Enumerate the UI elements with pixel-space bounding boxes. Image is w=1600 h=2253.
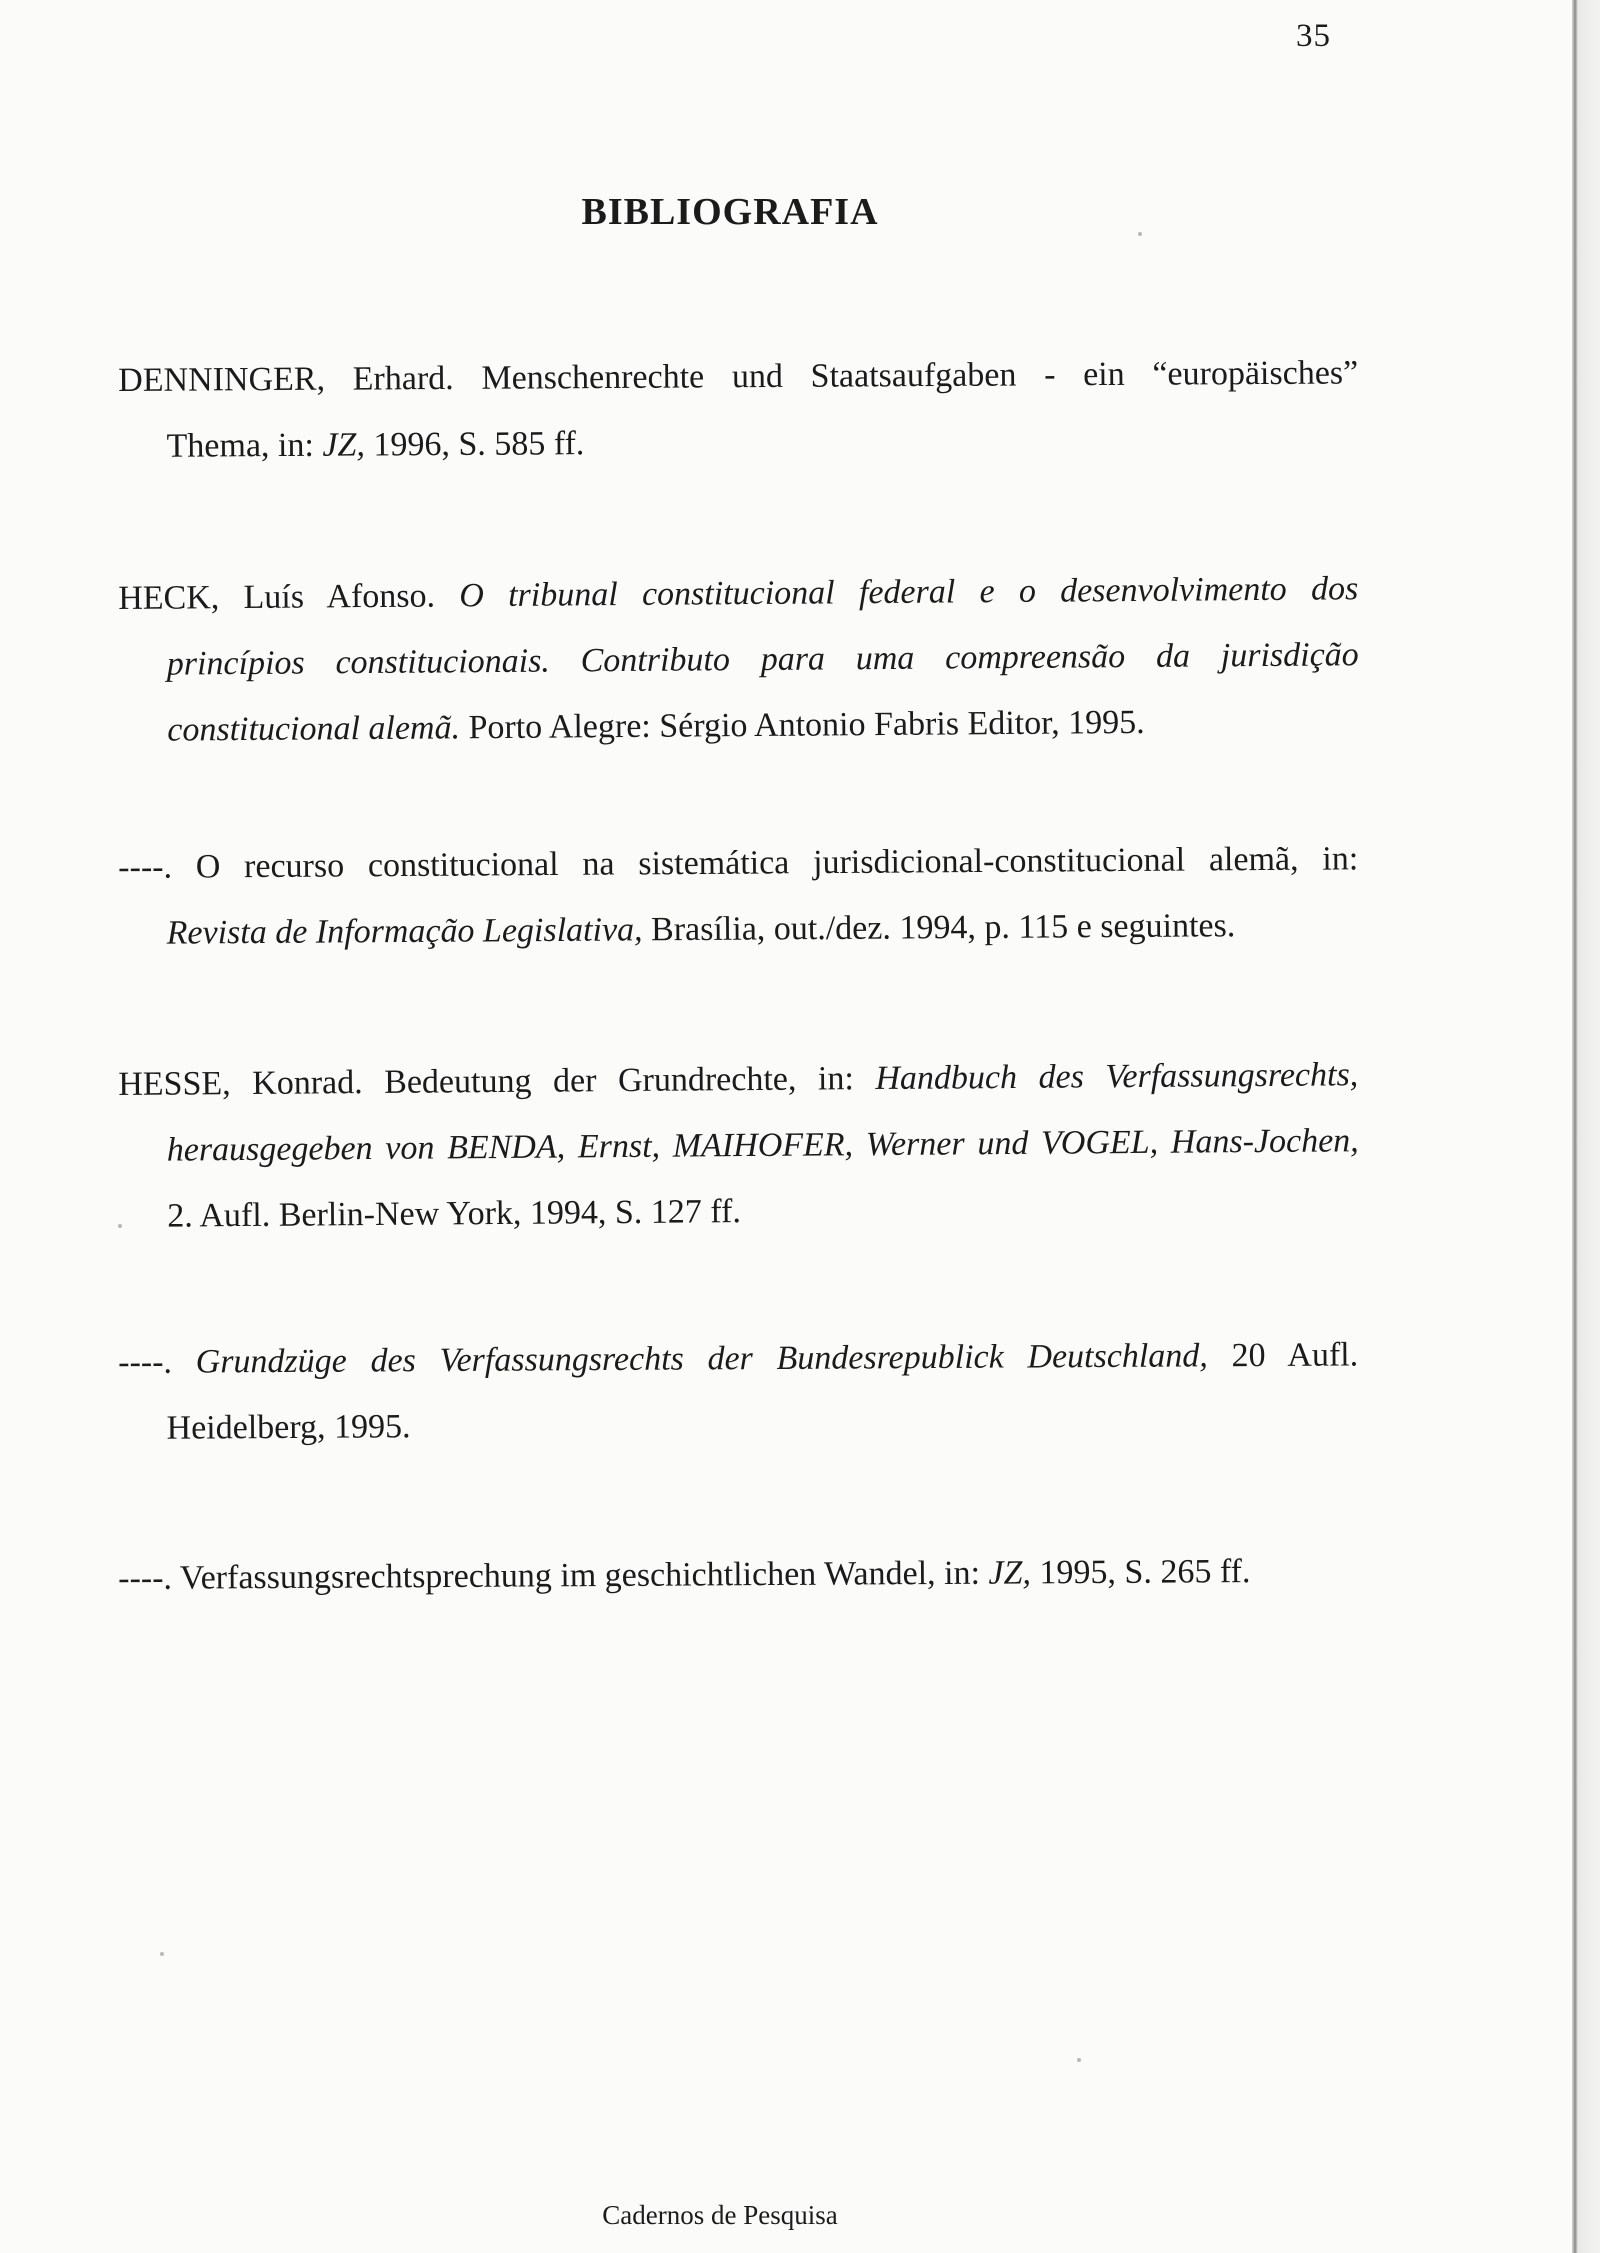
scan-speck: [1077, 2058, 1081, 2062]
entry-text: 2. Aufl. Berlin-New York, 1994, S. 127 ff.: [167, 1193, 742, 1235]
entry-italic-text: Handbuch des Verfassungsrechts,: [875, 1056, 1359, 1098]
entry-text: ----.: [118, 1343, 196, 1381]
entry-text: Thema, in:: [166, 426, 323, 465]
entry-italic-text: Revista de Informação Legislativa,: [166, 911, 643, 952]
entry-text: HESSE, Konrad. Bedeutung der Grundrechte, in:: [118, 1060, 876, 1103]
entry-text: Porto Alegre: Sérgio Antonio Fabris Editor, 1995.: [459, 703, 1145, 747]
entry-italic-text: JZ,: [322, 426, 366, 464]
entry-line: [167, 1174, 1359, 1249]
page-edge-shadow: [1572, 0, 1600, 2253]
bibliography-entry: [118, 1538, 1358, 1612]
entry-text: Heidelberg, 1995.: [166, 1408, 411, 1447]
bibliography-entry: [118, 826, 1359, 967]
entry-line: [118, 826, 1358, 901]
entry-text: 1995, S. 265 ff.: [1030, 1553, 1251, 1592]
entry-italic-text: JZ,: [988, 1554, 1032, 1592]
entry-italic-text: O tribunal constitucional federal e o desenvolvimento dos: [459, 570, 1359, 615]
entry-italic-text: Grundzüge des Verfassungsrechts der Bundesrepublick Deutschland,: [195, 1337, 1208, 1381]
entry-text: 20 Aufl.: [1207, 1336, 1359, 1375]
bibliography-entry: [118, 1322, 1359, 1462]
entry-text: Brasília, out./dez. 1994, p. 115 e seguintes.: [642, 907, 1236, 949]
entry-italic-text: constitucional alemã.: [167, 709, 461, 749]
entry-italic-text: herausgegeben von BENDA, Ernst, MAIHOFER, Werner und VOGEL, Hans-Jochen,: [166, 1122, 1359, 1169]
entry-text: HECK, Luís Afonso.: [118, 577, 460, 617]
bibliography-entry: [118, 1042, 1360, 1250]
entry-line: [166, 1388, 1358, 1461]
entry-line: [118, 340, 1358, 414]
scan-speck: [1138, 232, 1142, 236]
page-number: 35: [1296, 18, 1331, 54]
entry-line: [167, 1108, 1359, 1183]
entry-italic-text: princípios constitucionais. Contributo para uma compreensão da jurisdição: [166, 636, 1359, 683]
entry-text: DENNINGER, Erhard. Menschenrechte und Staatsaufgaben - ein “europäisches”: [118, 354, 1359, 399]
entry-text: 1996, S. 585 ff.: [364, 425, 585, 464]
scan-speck: [160, 1952, 164, 1956]
entry-line: [166, 892, 1358, 966]
entry-line: [118, 1322, 1358, 1396]
entry-line: [166, 406, 1358, 479]
entry-line: [118, 1042, 1358, 1118]
entry-line: [118, 1538, 1358, 1612]
entry-line: [118, 556, 1358, 632]
entry-line: [167, 688, 1359, 763]
entry-line: [167, 622, 1359, 697]
bibliography-entry: [118, 340, 1359, 480]
bibliography-entry: [118, 556, 1360, 764]
entry-text: ----. O recurso constitucional na sistemática jurisdicional-constitucional alemã, in:: [118, 840, 1359, 886]
page-title: BIBLIOGRAFIA: [581, 191, 879, 233]
entry-text: ----. Verfassungsrechtsprechung im geschichtlichen Wandel, in:: [118, 1554, 989, 1597]
scan-speck: [118, 1224, 122, 1228]
page-footer: Cadernos de Pesquisa: [602, 2200, 838, 2230]
